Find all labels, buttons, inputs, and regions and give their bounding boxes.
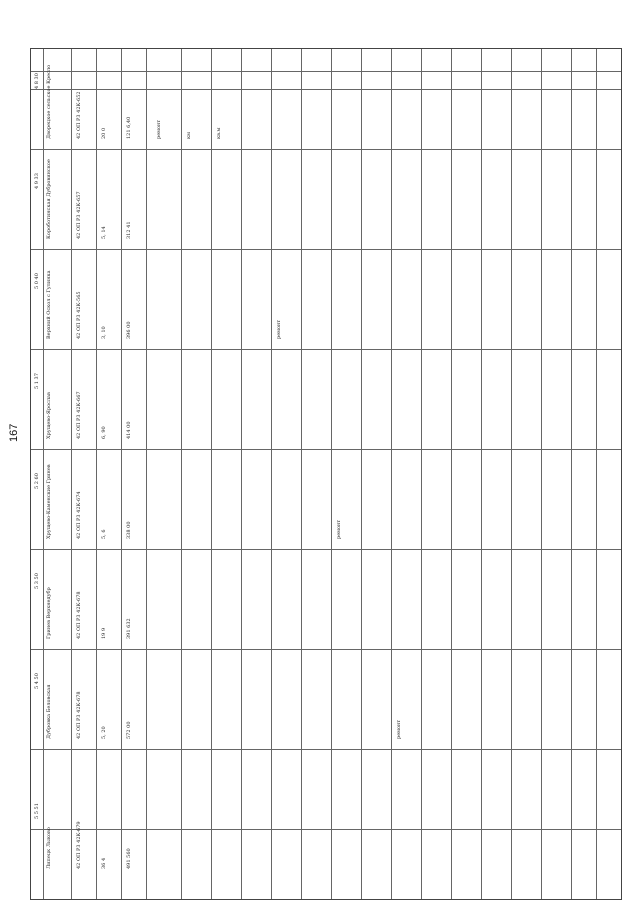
row-code: 42 ОП Р3 42К-679: [76, 821, 82, 869]
page-number: 167: [8, 423, 20, 442]
col-divider: [596, 49, 597, 899]
row-value: 491 560: [126, 848, 132, 869]
col-divider: [181, 49, 182, 899]
col-divider: [241, 49, 242, 899]
repair-label: ремонт: [156, 119, 162, 139]
col-divider: [146, 49, 147, 899]
row-name: Хрущево-Каменские Гринев: [46, 464, 52, 539]
col-divider: [481, 49, 482, 899]
row-code: 42 ОП Р3 42К-657: [76, 191, 82, 239]
row-code: 42 ОП Р3 42К-565: [76, 291, 82, 339]
row-value: 5, 14: [101, 226, 107, 239]
row-value: 572 00: [126, 721, 132, 739]
col-divider: [421, 49, 422, 899]
row-divider: [31, 829, 621, 830]
col-divider: [211, 49, 212, 899]
unit-label: км: [186, 131, 192, 139]
row-id: 4 8 30: [34, 73, 40, 89]
row-value: 36 4: [101, 857, 107, 869]
repair-label: ремонт: [336, 519, 342, 539]
row-divider: [31, 249, 621, 250]
row-value: 414 00: [126, 421, 132, 439]
row-value: 5, 6: [101, 529, 107, 539]
row-name: Короботинская Дубровинское: [46, 159, 52, 239]
row-divider: [31, 71, 621, 72]
unit-label: кв.м: [216, 127, 222, 139]
row-divider: [31, 549, 621, 550]
row-name: Верхний Оскол с Гулинка: [46, 270, 52, 339]
row-id: 5 5 51: [34, 803, 40, 819]
row-code: 42 ОП Р3 42К-678: [76, 591, 82, 639]
row-divider: [31, 749, 621, 750]
row-name: Гринев Верхнедубр: [46, 587, 52, 639]
col-divider: [43, 49, 44, 899]
col-divider: [451, 49, 452, 899]
col-divider: [301, 49, 302, 899]
repair-label: ремонт: [396, 719, 402, 739]
row-value: 312 41: [126, 221, 132, 239]
row-value: 338 00: [126, 521, 132, 539]
row-id: 5 4 50: [34, 673, 40, 689]
row-value: 396 00: [126, 321, 132, 339]
data-table: [30, 48, 622, 900]
col-divider: [571, 49, 572, 899]
col-divider: [71, 49, 72, 899]
row-value: 391 632: [126, 618, 132, 639]
row-divider: [31, 449, 621, 450]
repair-label: ремонт: [276, 319, 282, 339]
row-code: 42 ОП Р3 42К-652: [76, 91, 82, 139]
row-value: 121 6,40: [126, 116, 132, 139]
row-code: 42 ОП Р3 42К-667: [76, 391, 82, 439]
col-divider: [541, 49, 542, 899]
row-divider: [31, 649, 621, 650]
row-id: 4 9 33: [34, 173, 40, 189]
col-divider: [331, 49, 332, 899]
row-value: 19 9: [101, 627, 107, 639]
row-name: Липецк Лыково: [46, 827, 52, 869]
row-value: 3, 10: [101, 326, 107, 339]
row-value: 5, 20: [101, 726, 107, 739]
row-name: Дворецкое сельское Кресло: [46, 64, 52, 139]
row-code: 42 ОП Р3 42К-678: [76, 691, 82, 739]
row-name: Хрущево-Ярослав: [46, 392, 52, 439]
row-divider: [31, 149, 621, 150]
col-divider: [511, 49, 512, 899]
col-divider: [391, 49, 392, 899]
col-divider: [361, 49, 362, 899]
row-name: Дубровка Беловская: [46, 684, 52, 739]
row-id: 5 1 37: [34, 373, 40, 389]
row-value: 20 0: [101, 127, 107, 139]
col-divider: [271, 49, 272, 899]
row-id: 5 2 60: [34, 473, 40, 489]
row-id: 5 0 40: [34, 273, 40, 289]
col-divider: [96, 49, 97, 899]
row-divider: [31, 349, 621, 350]
col-divider: [121, 49, 122, 899]
row-code: 42 ОП Р3 42К-674: [76, 491, 82, 539]
row-divider: [31, 89, 621, 90]
row-value: 6, 90: [101, 426, 107, 439]
row-id: 5 3 50: [34, 573, 40, 589]
